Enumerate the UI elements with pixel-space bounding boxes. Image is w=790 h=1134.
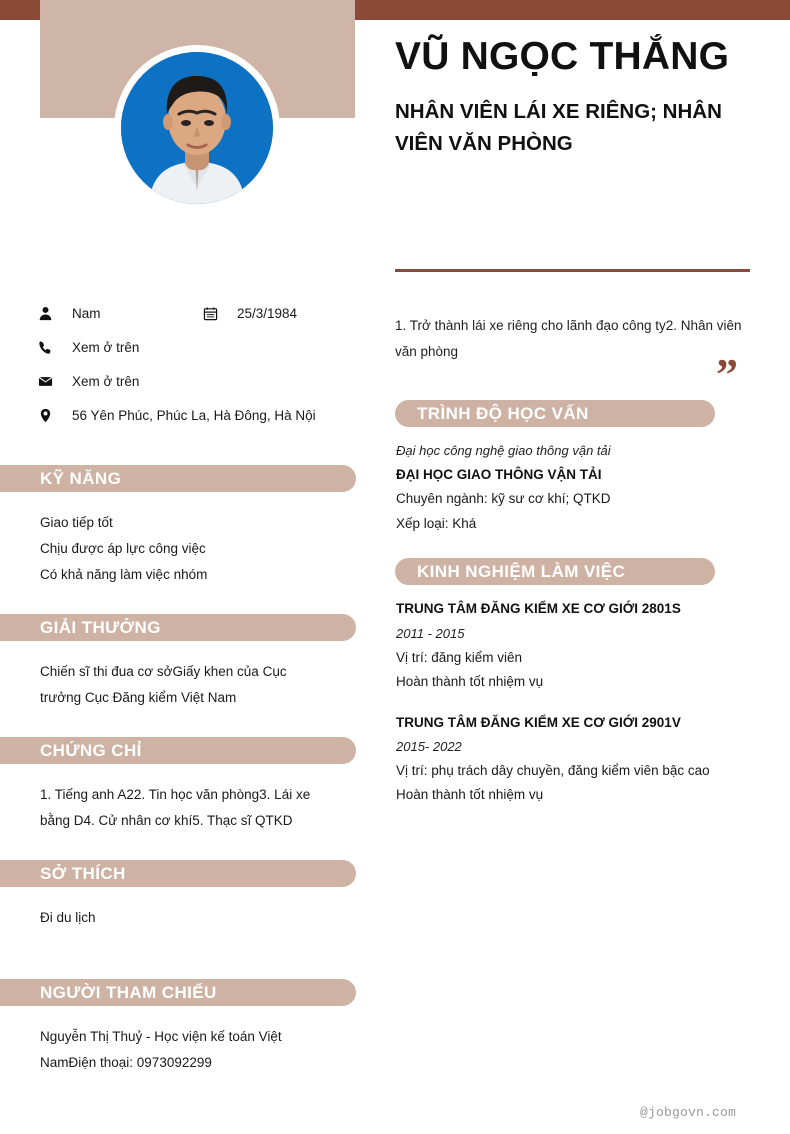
contact-address-value: 56 Yên Phúc, Phúc La, Hà Đông, Hà Nội [72,407,316,423]
contact-row [38,364,383,398]
section-title: KỸ NĂNG [40,468,122,488]
job-title: NHÂN VIÊN LÁI XE RIÊNG; NHÂN VIÊN VĂN PHÒNG [395,100,722,155]
spacer [0,711,356,737]
person-icon [38,306,58,321]
site-watermark: @jobgovn.com [640,1105,737,1120]
section-experience [395,558,715,808]
contact-phone [38,340,203,355]
section-title: KINH NGHIỆM LÀM VIỆC [417,561,626,581]
portrait-photo-icon [121,52,273,204]
contact-row [38,330,383,364]
phone-icon [38,340,58,355]
section-title: CHỨNG CHỈ [40,740,142,760]
contact-address [38,408,316,423]
spacer [0,834,356,860]
contact-gender [38,306,203,321]
header-block [395,36,755,160]
experience-item [396,597,715,694]
left-column [0,465,356,1076]
right-column [395,400,715,808]
section-header-references [0,979,356,1006]
section-references [0,979,356,1076]
contact-row [38,296,383,330]
section-header-education [395,400,715,427]
experience-position: Vị trí: phụ trách dây chuyền, đăng kiểm viên bậc cao [396,762,710,778]
contact-email [38,374,203,389]
contact-email-value: Xem ở trên [72,373,140,389]
section-certificates [0,737,356,834]
certificates-text: 1. Tiếng anh A22. Tin học văn phòng3. Lái xe bằng D4. Cử nhân cơ khí5. Thạc sĩ QTKD [40,787,311,829]
section-title: SỞ THÍCH [40,863,126,883]
experience-period: 2011 - 2015 [396,625,465,641]
list-item: Giao tiếp tốt [40,515,113,530]
section-header-awards [0,614,356,641]
education-major: Chuyên ngành: kỹ sư cơ khí; QTKD [396,491,611,507]
section-header-skills [0,465,356,492]
skills-list [0,492,356,588]
section-header-hobbies [0,860,356,887]
experience-period: 2015- 2022 [396,739,462,755]
section-hobbies [0,860,356,931]
experience-body [395,585,715,808]
section-title: NGƯỜI THAM CHIẾU [40,982,217,1002]
quote-icon: ” [716,350,736,399]
section-awards [0,614,356,711]
header-divider [395,269,750,272]
education-body [395,427,715,536]
contact-birthday [203,306,297,321]
references-text: Nguyễn Thị Thuỷ - Học viện kế toán Việt NamĐiện thoại: 0973092299 [40,1029,282,1071]
hobbies-text: Đi du lịch [40,910,96,926]
contact-gender-value: Nam [72,305,101,321]
location-pin-icon [38,408,58,423]
education-grade: Xếp loại: Khá [396,515,477,531]
education-school-name: ĐẠI HỌC GIAO THÔNG VẬN TẢI [396,466,602,482]
education-school-subtitle: Đại học công nghệ giao thông vận tải [396,443,611,458]
awards-text: Chiến sĩ thi đua cơ sởGiấy khen của Cục trưởng Cục Đăng kiểm Việt Nam [40,664,287,706]
calendar-icon [203,306,223,321]
page-title: VŨ NGỌC THẮNG [395,35,730,78]
spacer [0,931,356,979]
spacer [0,588,356,614]
section-skills [0,465,356,588]
section-education [395,400,715,536]
avatar [114,45,280,211]
list-item: Có khả năng làm việc nhóm [40,567,208,583]
section-header-experience [395,558,715,585]
contact-block [38,296,383,432]
avatar-photo [121,52,273,204]
section-title: GIẢI THƯỞNG [40,617,161,637]
spacer [395,536,715,558]
experience-position: Vị trí: đăng kiểm viên [396,649,523,665]
contact-row [38,398,383,432]
section-header-certificates [0,737,356,764]
section-title: TRÌNH ĐỘ HỌC VẤN [417,403,589,423]
experience-company: TRUNG TÂM ĐĂNG KIỂM XE CƠ GIỚI 2901V [396,714,681,730]
list-item: Chịu được áp lực công việc [40,541,206,557]
contact-birthday-value: 25/3/1984 [237,305,298,321]
envelope-icon [38,374,58,389]
experience-note: Hoàn thành tốt nhiệm vụ [396,787,544,803]
career-objective: 1. Trở thành lái xe riêng cho lãnh đạo công ty2. Nhân viên văn phòng [395,318,742,360]
experience-company: TRUNG TÂM ĐĂNG KIỂM XE CƠ GIỚI 2801S [396,601,681,617]
contact-phone-value: Xem ở trên [72,339,140,355]
experience-note: Hoàn thành tốt nhiệm vụ [396,674,544,690]
experience-item [396,711,715,808]
